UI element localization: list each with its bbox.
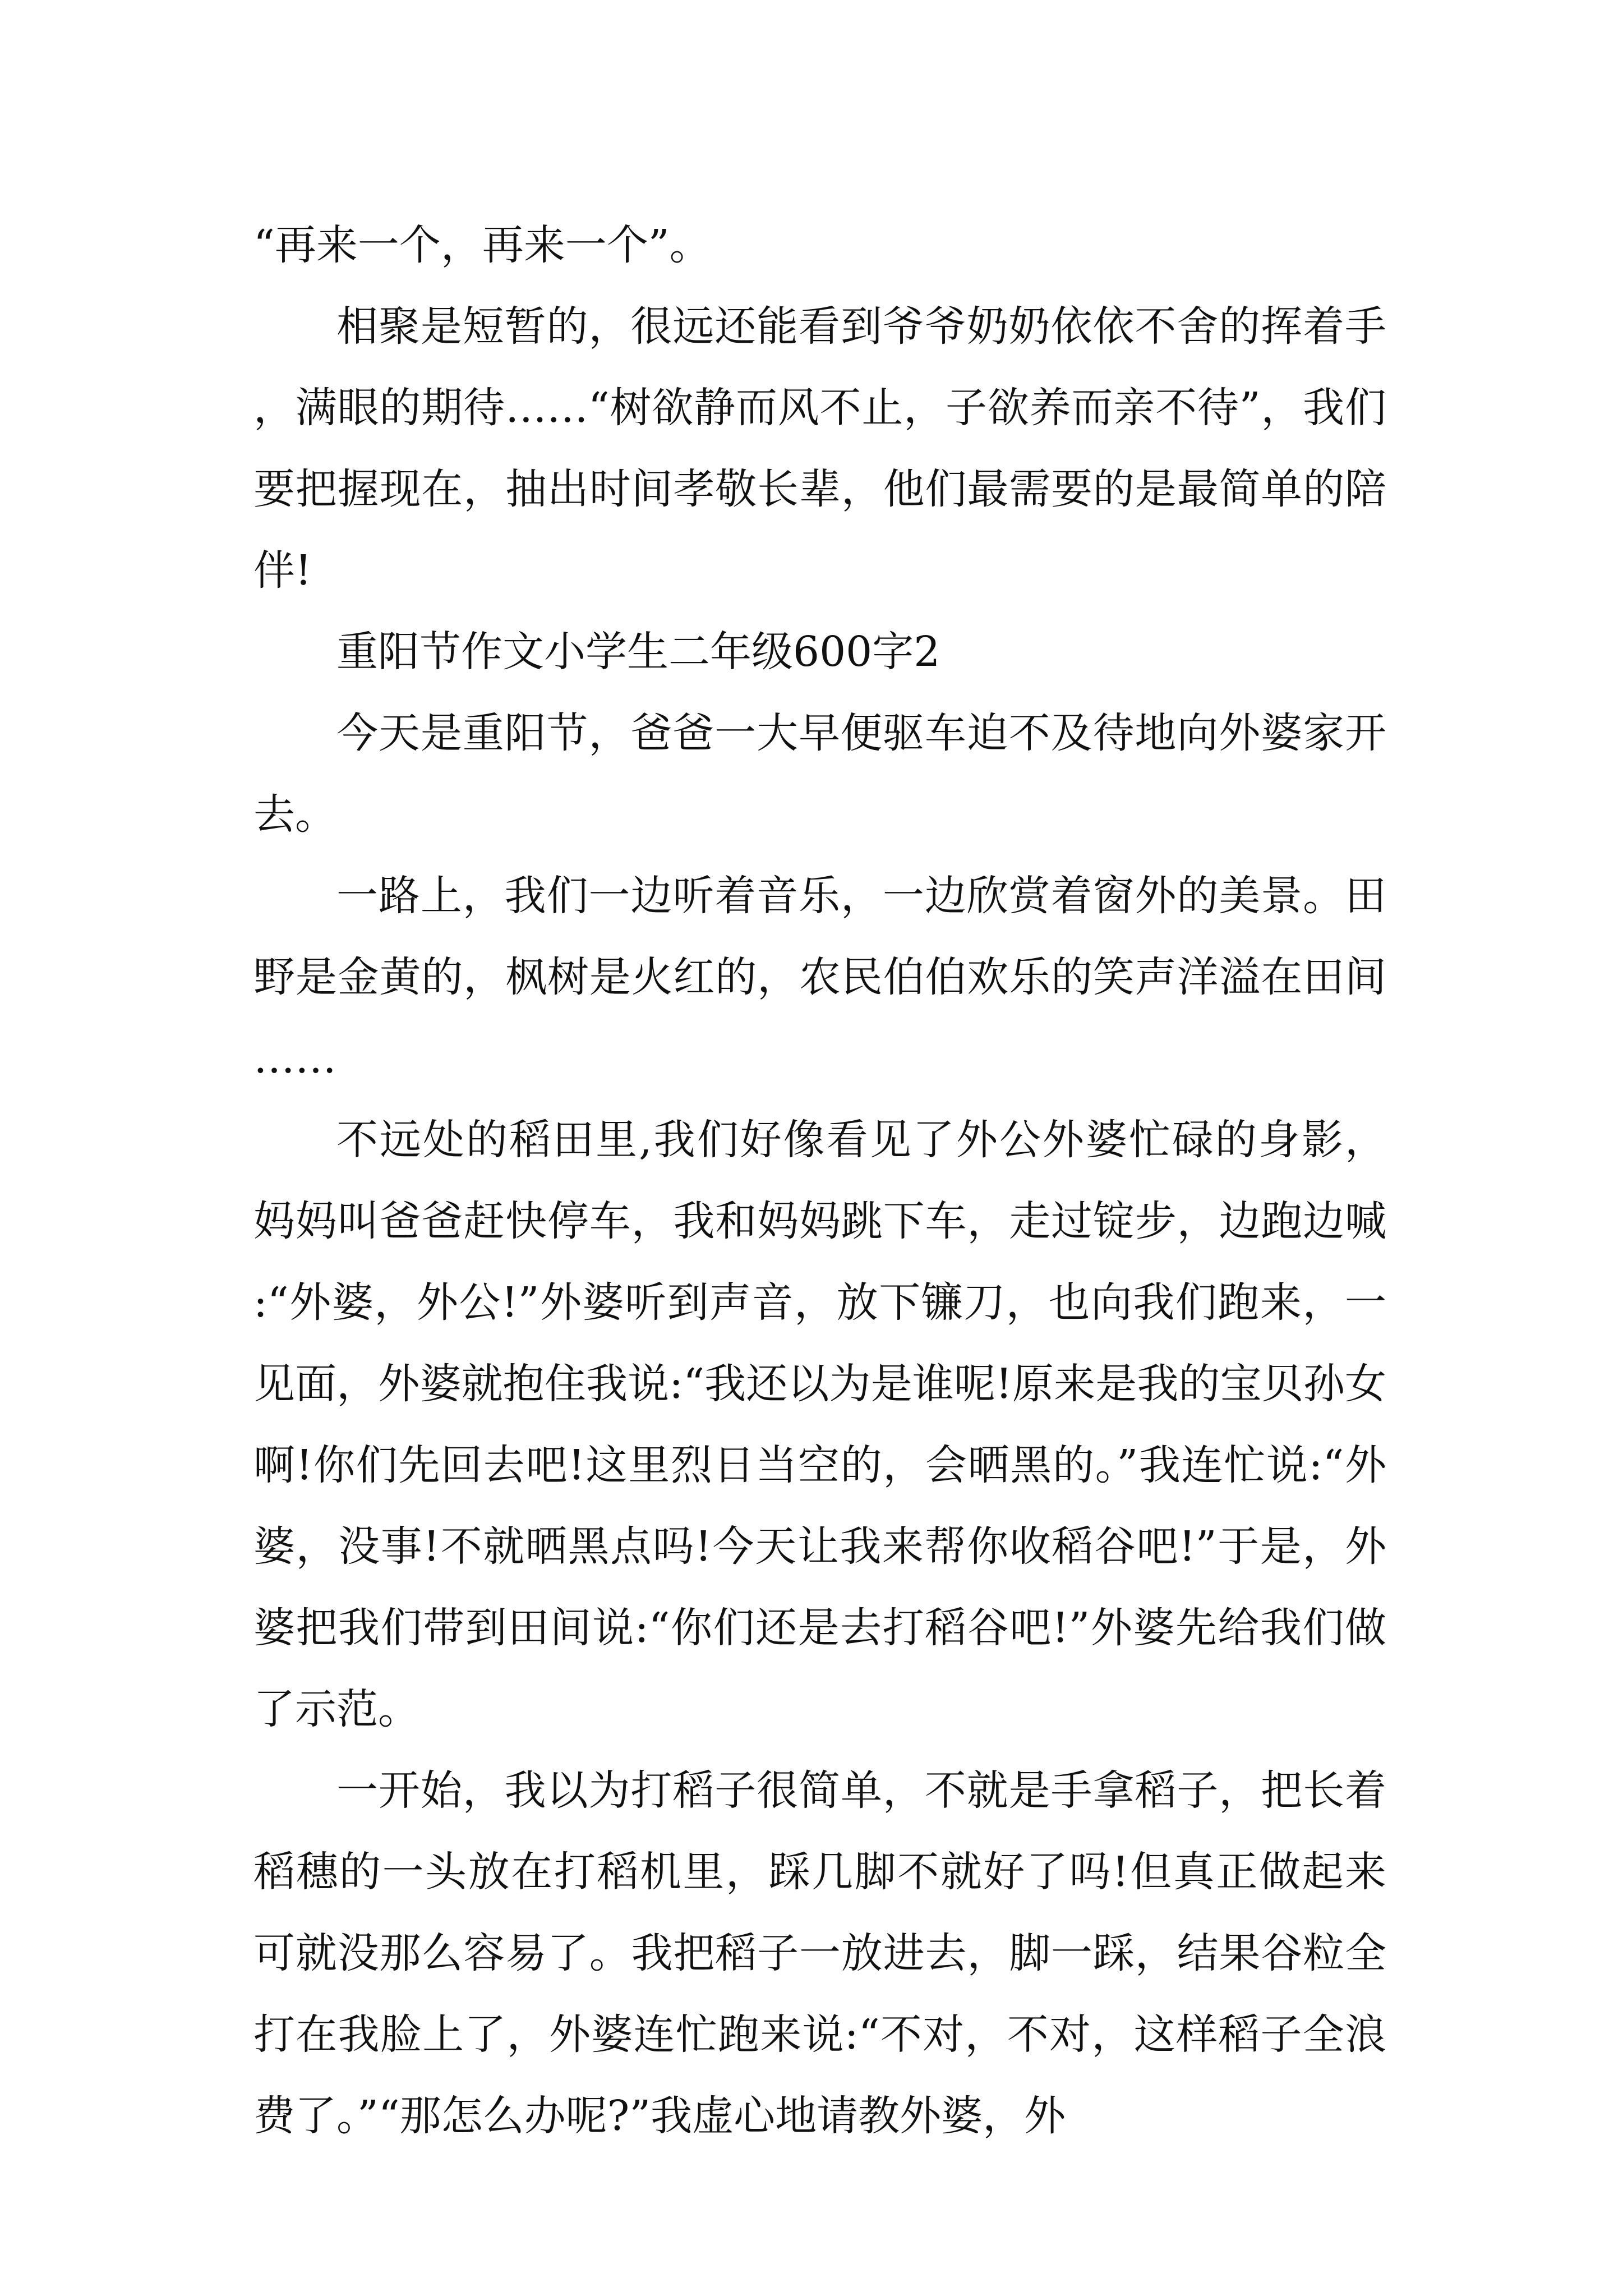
essay-heading: 重阳节作文小学生二年级600字2 (336, 628, 940, 676)
paragraph-threshing: 一开始，我以为打稻子很简单，不就是手拿稻子，把长着稻穗的一头放在打稻机里，踩几脚不就好了吗!但真正做起来可就没那么容易了。我把稻子一放进去，脚一踩，结果谷粒全打在我脸上了，外婆连忙跑来说:“不对，不对，这样稻子全浪费了。”“那怎么办呢?”我虚心地请教外婆，外 (253, 1766, 1386, 2140)
paragraph-journey: 一路上，我们一边听着音乐，一边欣赏着窗外的美景。田野是金黄的，枫树是火红的，农民伯伯欢乐的笑声洋溢在田间…… (253, 872, 1386, 1083)
paragraph-farewell: 相聚是短暂的，很远还能看到爷爷奶奶依依不舍的挥着手，满眼的期待……“树欲静而风不止，子欲养而亲不待”，我们要把握现在，抽出时间孝敬长辈，他们最需要的是最简单的陪伴! (253, 302, 1386, 595)
paragraph-intro: 今天是重阳节，爸爸一大早便驱车迫不及待地向外婆家开去。 (253, 709, 1386, 839)
document-body (253, 205, 1386, 2157)
paragraph-continuation: “再来一个，再来一个”。 (253, 221, 711, 269)
paragraph-rice-field: 不远处的稻田里,我们好像看见了外公外婆忙碌的身影，妈妈叫爸爸赶快停车，我和妈妈跳下车，走过锭步，边跑边喊:“外婆，外公!”外婆听到声音，放下镰刀，也向我们跑来，一见面，外婆就抱住我说:“我还以为是谁呢!原来是我的宝贝孙女啊!你们先回去吧!这里烈日当空的，会晒黑的。”我连忙说:“外婆，没事!不就晒黑点吗!今天让我来帮你收稻谷吧!”于是，外婆把我们带到田间说:“你们还是去打稻谷吧!”外婆先给我们做了示范。 (253, 1116, 1386, 1733)
